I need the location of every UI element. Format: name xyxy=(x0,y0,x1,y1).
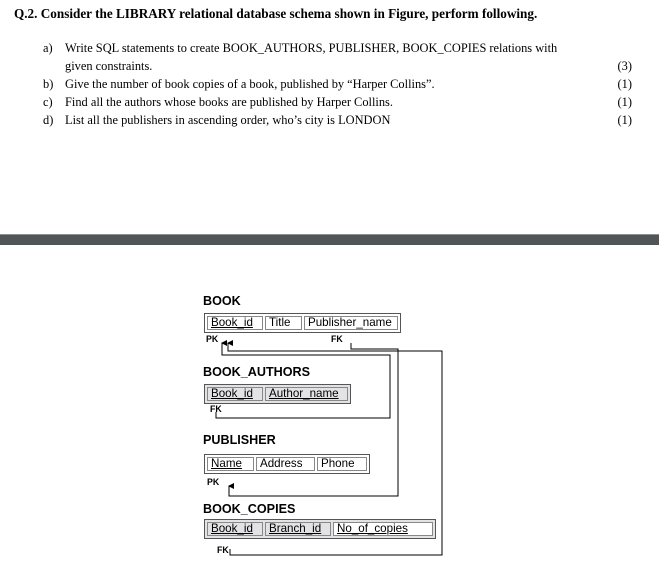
part-d-letter: d) xyxy=(43,113,54,127)
question-title: Q.2. Consider the LIBRARY relational database schema shown in Figure, perform following. xyxy=(14,6,538,21)
book-copies-field-book-id: Book_id xyxy=(207,522,263,536)
book-fk-label: FK xyxy=(331,334,343,344)
book-copies-field-no-of-copies: No_of_copies xyxy=(333,522,433,536)
publisher-pk-label: PK xyxy=(207,477,220,487)
publisher-field-phone: Phone xyxy=(317,457,367,471)
publisher-field-address: Address xyxy=(256,457,315,471)
book-authors-fk-line xyxy=(216,343,390,418)
publisher-table-name: PUBLISHER xyxy=(203,433,276,447)
book-copies-table-name: BOOK_COPIES xyxy=(203,502,296,516)
part-c-letter: c) xyxy=(43,95,53,109)
book-relation xyxy=(204,313,401,333)
book-copies-field-branch-id: Branch_id xyxy=(265,522,331,536)
book-authors-relation xyxy=(204,384,351,404)
book-field-title: Title xyxy=(265,316,302,330)
book-field-publisher-name: Publisher_name xyxy=(304,316,398,330)
publisher-relation xyxy=(204,454,370,474)
book-authors-fk-label: FK xyxy=(210,404,222,414)
book-authors-table-name: BOOK_AUTHORS xyxy=(203,365,311,379)
book-pk-label: PK xyxy=(206,334,219,344)
part-a-marks: (3) xyxy=(617,59,632,73)
book-copies-fk-label: FK xyxy=(217,545,229,555)
part-b-text: Give the number of book copies of a book, published by “Harper Collins”. xyxy=(65,77,435,91)
part-c-marks: (1) xyxy=(617,95,632,109)
book-authors-field-book-id: Book_id xyxy=(207,387,263,401)
book-table-name: BOOK xyxy=(203,294,241,308)
publisher-field-name: Name xyxy=(207,457,254,471)
part-d-text: List all the publishers in ascending order, who’s city is LONDON xyxy=(65,113,391,127)
part-c-text: Find all the authors whose books are published by Harper Collins. xyxy=(65,95,393,109)
part-b-letter: b) xyxy=(43,77,54,91)
part-a-letter: a) xyxy=(43,41,53,55)
book-field-book-id: Book_id xyxy=(207,316,263,330)
book-authors-field-author-name: Author_name xyxy=(265,387,348,401)
part-b-marks: (1) xyxy=(617,77,632,91)
part-a-text-continued: given constraints. xyxy=(65,59,153,73)
book-copies-relation xyxy=(204,519,436,539)
part-a-text: Write SQL statements to create BOOK_AUTHORS, PUBLISHER, BOOK_COPIES relations with xyxy=(65,41,558,55)
part-d-marks: (1) xyxy=(617,113,632,127)
